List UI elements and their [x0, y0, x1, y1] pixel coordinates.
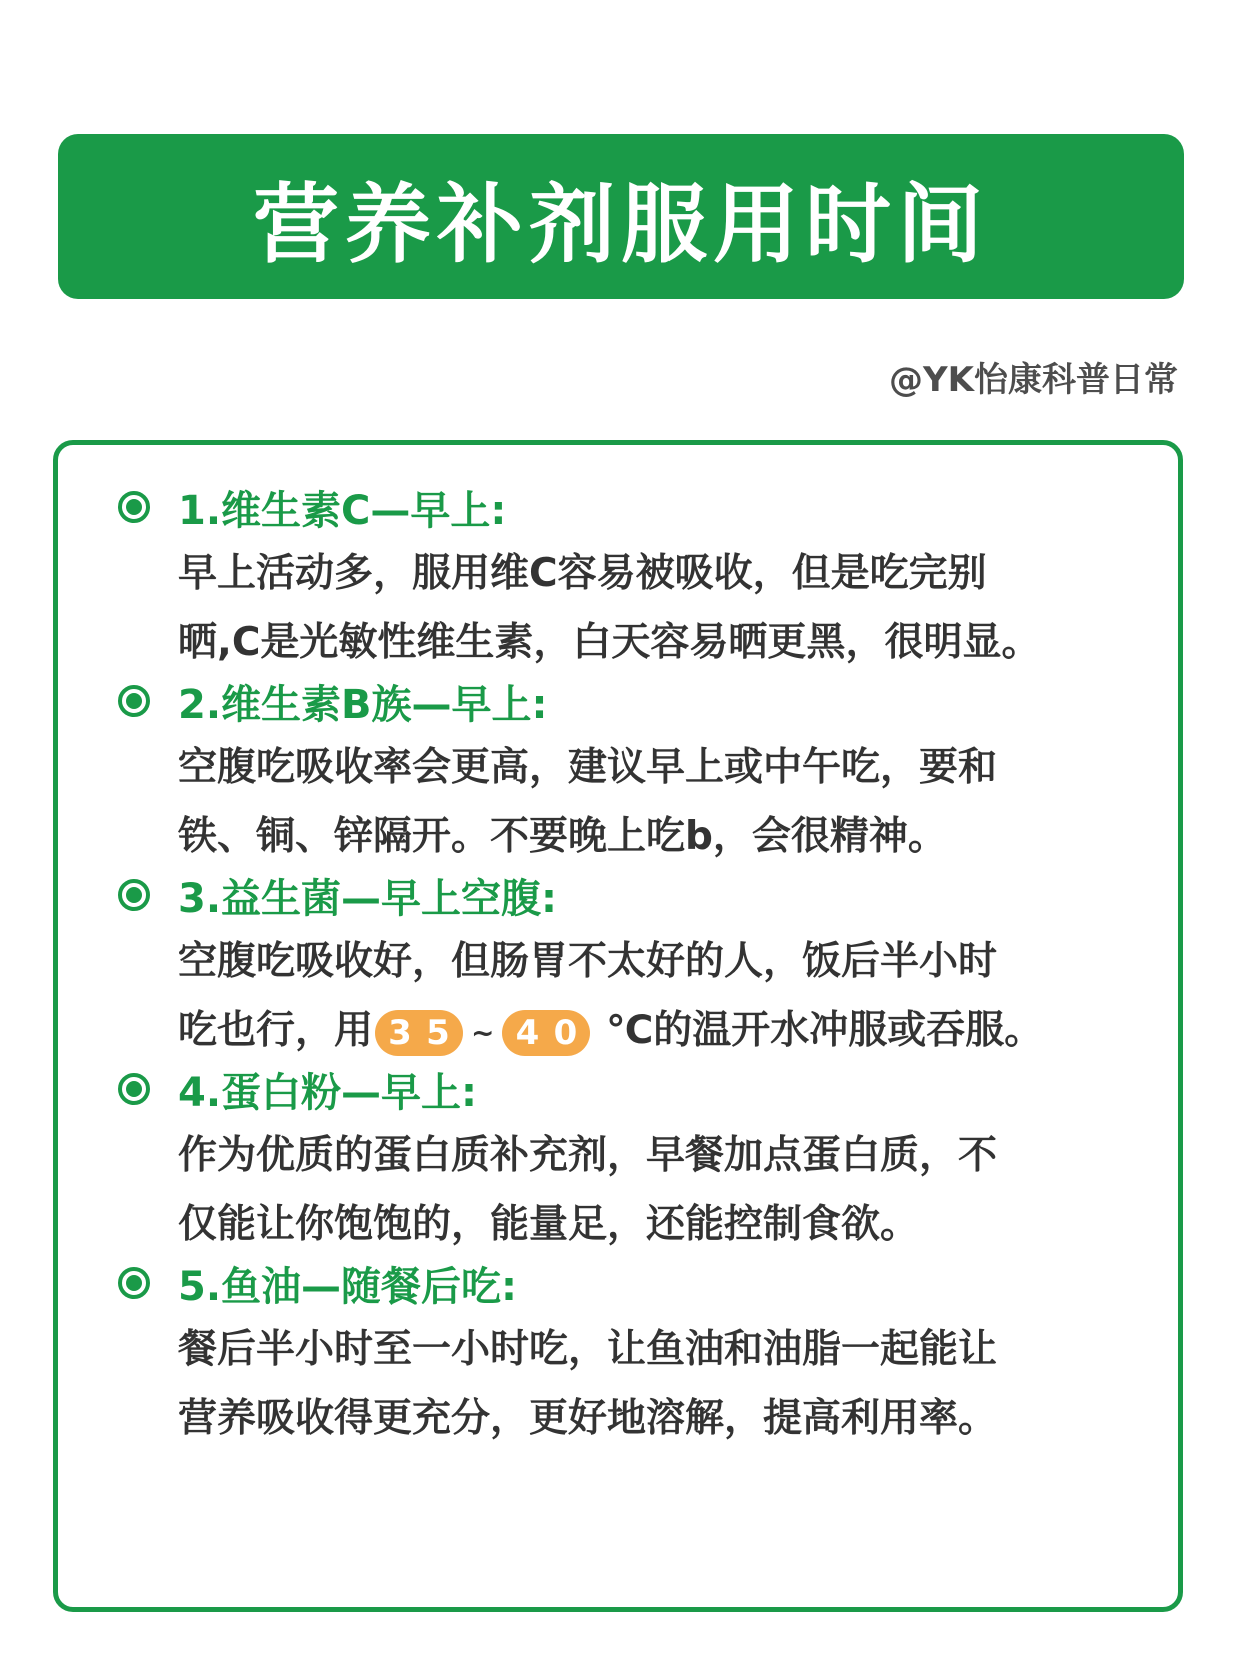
section-heading: 2.维生素B族—早上:: [178, 681, 548, 728]
temperature-suffix: ℃的温开水冲服或吞服。: [606, 1008, 1044, 1053]
radio-bullet-icon: [118, 879, 150, 911]
badge-digit: 5: [426, 1012, 450, 1053]
section-probiotics: [118, 863, 1158, 1065]
range-tilde: ~: [471, 1016, 495, 1049]
author-handle: @YK怡康科普日常: [889, 360, 1178, 400]
badge-digit: 4: [515, 1012, 540, 1053]
section-text-line: 空腹吃吸收率会更高，建议早上或中午吃，要和: [178, 745, 998, 790]
section-text-line: 空腹吃吸收好，但肠胃不太好的人，饭后半小时: [178, 939, 998, 984]
temperature-low-badge: [375, 1010, 463, 1056]
section-heading-row: [118, 1251, 1158, 1315]
section-heading: 3.益生菌—早上空腹:: [178, 875, 558, 922]
section-heading: 5.鱼油—随餐后吃:: [178, 1263, 518, 1310]
badge-digit: 3: [388, 1012, 412, 1053]
radio-bullet-icon: [118, 1267, 150, 1299]
content-card: [53, 440, 1183, 1612]
section-heading-row: [118, 669, 1158, 733]
section-text-line: 早上活动多，服用维C容易被吸收，但是吃完别: [178, 551, 987, 596]
section-text-line: 铁、铜、锌隔开。不要晚上吃b，会很精神。: [178, 814, 947, 859]
section-text-line: 作为优质的蛋白质补充剂，早餐加点蛋白质，不: [178, 1133, 998, 1178]
radio-bullet-icon: [118, 685, 150, 717]
temperature-line: [178, 996, 1158, 1065]
section-heading: 4.蛋白粉—早上:: [178, 1069, 478, 1116]
section-text-line: 晒,C是光敏性维生素，白天容易晒更黑，很明显。: [178, 620, 1041, 665]
title-banner: [58, 134, 1184, 299]
section-heading-row: [118, 475, 1158, 539]
page-title: 营养补剂服用时间: [253, 174, 989, 275]
section-vitamin-b: [118, 669, 1158, 871]
section-vitamin-c: [118, 475, 1158, 677]
section-fish-oil: [118, 1251, 1158, 1453]
section-text-line: 营养吸收得更充分，更好地溶解，提高利用率。: [178, 1396, 998, 1441]
section-text-line: 餐后半小时至一小时吃，让鱼油和油脂一起能让: [178, 1327, 998, 1372]
section-heading: 1.维生素C—早上:: [178, 487, 507, 534]
section-heading-row: [118, 1057, 1158, 1121]
radio-bullet-icon: [118, 1073, 150, 1105]
section-protein-powder: [118, 1057, 1158, 1259]
section-heading-row: [118, 863, 1158, 927]
temperature-high-badge: [502, 1010, 590, 1056]
temperature-prefix: 吃也行，用: [178, 1008, 374, 1053]
radio-bullet-icon: [118, 491, 150, 523]
badge-digit: 0: [553, 1012, 578, 1053]
section-text-line: 仅能让你饱饱的，能量足，还能控制食欲。: [178, 1202, 920, 1247]
